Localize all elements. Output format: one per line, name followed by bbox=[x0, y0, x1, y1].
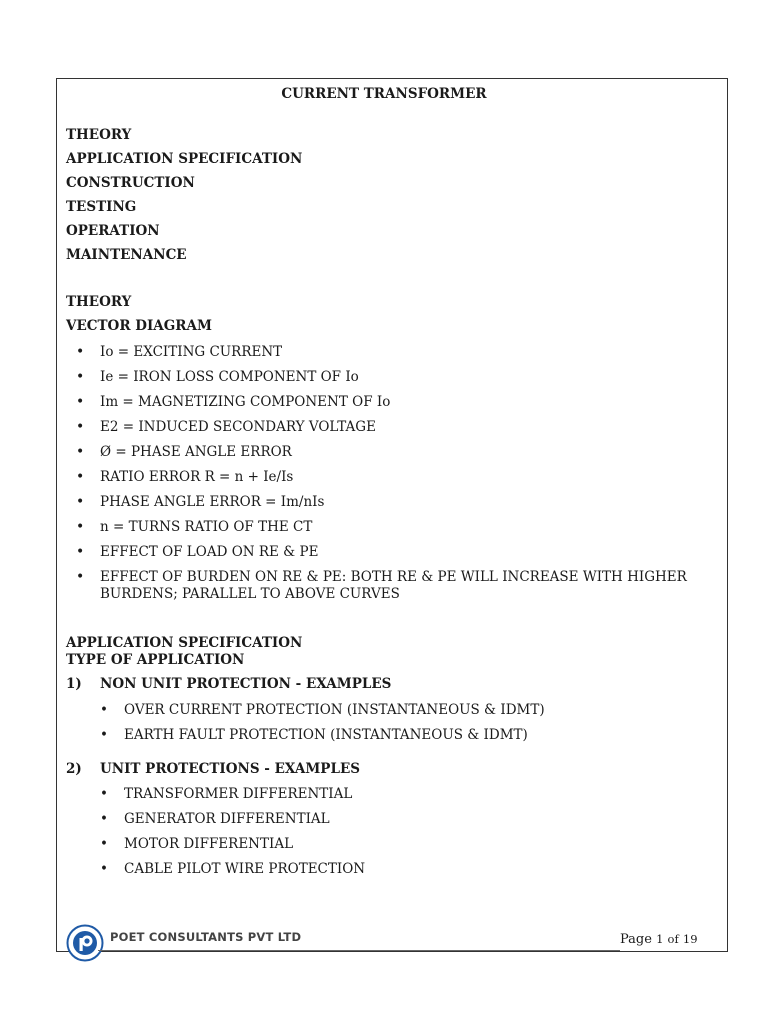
non-unit-protection-list bbox=[100, 702, 545, 752]
page-number bbox=[620, 932, 698, 947]
numbered-item-1 bbox=[66, 676, 391, 692]
table-of-contents bbox=[66, 126, 302, 270]
toc-item: CONSTRUCTION bbox=[66, 175, 195, 191]
list-item: • EFFECT OF BURDEN ON RE & PE: BOTH RE & PE WILL INCREASE WITH HIGHER BURDENS; PARALLEL TO ABOVE CURVES bbox=[76, 569, 700, 603]
application-heading: APPLICATION SPECIFICATION bbox=[66, 635, 303, 651]
company-logo-icon bbox=[66, 924, 104, 962]
item-label: UNIT PROTECTIONS - EXAMPLES bbox=[100, 761, 360, 777]
list-item: • E2 = INDUCED SECONDARY VOLTAGE bbox=[76, 419, 700, 436]
item-label: NON UNIT PROTECTION - EXAMPLES bbox=[100, 676, 392, 692]
footer-divider bbox=[98, 950, 620, 951]
list-item: • GENERATOR DIFFERENTIAL bbox=[100, 811, 365, 828]
toc-item: APPLICATION SPECIFICATION bbox=[66, 151, 303, 167]
page-label: Page bbox=[620, 932, 652, 947]
toc-item: MAINTENANCE bbox=[66, 247, 187, 263]
toc-item: OPERATION bbox=[66, 223, 160, 239]
page-current: 1 bbox=[656, 932, 664, 946]
toc-item: THEORY bbox=[66, 127, 132, 143]
list-item: • TRANSFORMER DIFFERENTIAL bbox=[100, 786, 365, 803]
numbered-item-2 bbox=[66, 761, 360, 777]
list-item: • RATIO ERROR R = n + Ie/Is bbox=[76, 469, 700, 486]
type-of-application-heading: TYPE OF APPLICATION bbox=[66, 652, 245, 668]
document-title: CURRENT TRANSFORMER bbox=[281, 86, 487, 102]
theory-bullet-list bbox=[76, 344, 700, 611]
toc-item: TESTING bbox=[66, 199, 137, 215]
list-item: • PHASE ANGLE ERROR = Im/nIs bbox=[76, 494, 700, 511]
theory-heading: THEORY bbox=[66, 294, 132, 310]
list-item: • EARTH FAULT PROTECTION (INSTANTANEOUS & IDMT) bbox=[100, 727, 545, 744]
list-item: • Im = MAGNETIZING COMPONENT OF Io bbox=[76, 394, 700, 411]
item-number: 2) bbox=[66, 761, 82, 777]
list-item: • MOTOR DIFFERENTIAL bbox=[100, 836, 365, 853]
list-item: • Ie = IRON LOSS COMPONENT OF Io bbox=[76, 369, 700, 386]
list-item: • OVER CURRENT PROTECTION (INSTANTANEOUS & IDMT) bbox=[100, 702, 545, 719]
list-item: • CABLE PILOT WIRE PROTECTION bbox=[100, 861, 365, 878]
item-number: 1) bbox=[66, 676, 82, 692]
page-of: of bbox=[667, 932, 679, 946]
list-item: • Io = EXCITING CURRENT bbox=[76, 344, 700, 361]
list-item: • n = TURNS RATIO OF THE CT bbox=[76, 519, 700, 536]
page-total: 19 bbox=[682, 932, 698, 946]
list-item: • Ø = PHASE ANGLE ERROR bbox=[76, 444, 700, 461]
unit-protection-list bbox=[100, 786, 365, 886]
list-item: • EFFECT OF LOAD ON RE & PE bbox=[76, 544, 700, 561]
vector-diagram-heading: VECTOR DIAGRAM bbox=[66, 318, 212, 334]
footer-company-name: POET CONSULTANTS PVT LTD bbox=[110, 930, 302, 944]
